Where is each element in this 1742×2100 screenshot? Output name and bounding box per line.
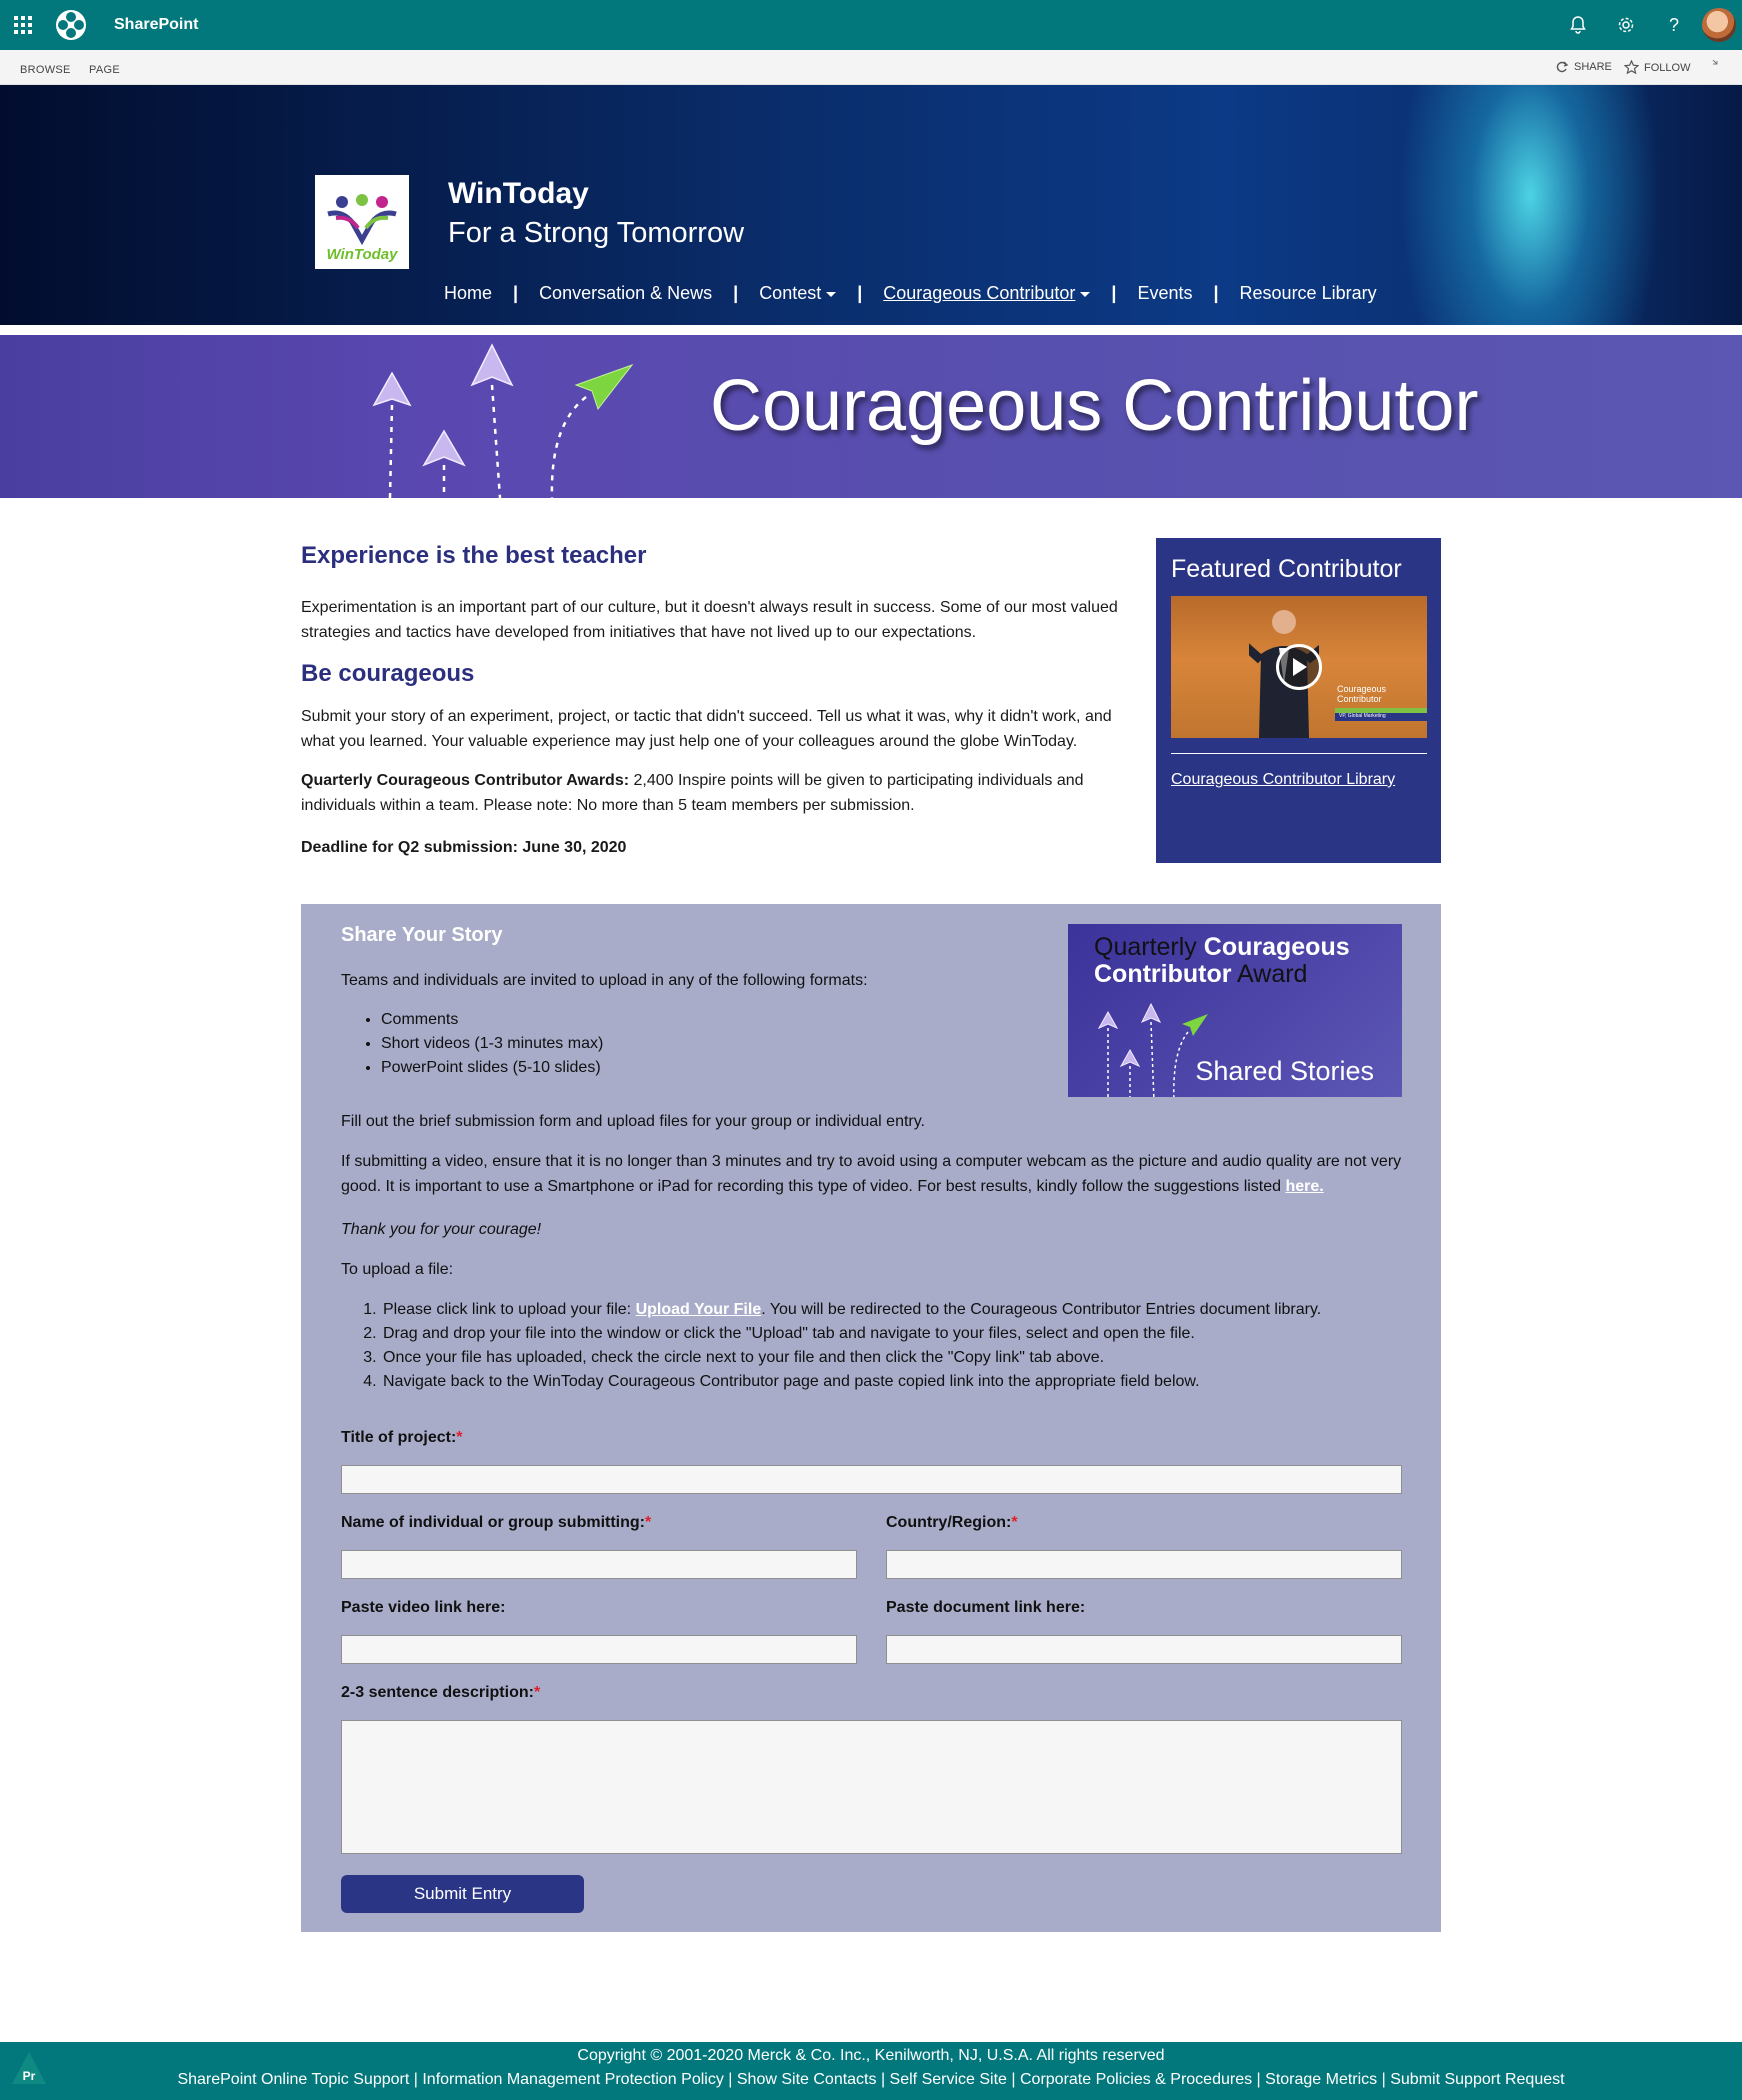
list-item	[381, 1298, 1321, 1322]
caret-down-icon	[1080, 292, 1090, 297]
country-region-label	[886, 1514, 1018, 1532]
required-mark: *	[1011, 1514, 1018, 1531]
award-title-courageous: Courageous	[1203, 933, 1350, 961]
footer-link[interactable]: Submit Support Request	[1390, 2071, 1565, 2088]
play-button[interactable]	[1276, 644, 1322, 690]
video-caption-line2: Contributor	[1337, 694, 1382, 704]
caret-down-icon	[826, 292, 836, 297]
thank-you-text: Thank you for your courage!	[341, 1221, 542, 1238]
list-item: • Comments	[381, 1008, 603, 1032]
nav-separator: |	[1213, 283, 1219, 303]
description-textarea[interactable]	[341, 1720, 1402, 1854]
site-footer	[0, 2042, 1742, 2100]
share-your-story-panel	[301, 904, 1441, 1932]
paper-planes-graphic	[340, 335, 680, 498]
site-title[interactable]: WinToday	[448, 177, 589, 210]
nav-item-contest-label: Contest	[759, 283, 822, 303]
follow-button[interactable]	[1624, 60, 1690, 75]
fill-out-text: Fill out the brief submission form and upload files for your group or individual entry.	[341, 1113, 925, 1130]
document-link-input[interactable]	[886, 1635, 1402, 1664]
site-subtitle: For a Strong Tomorrow	[448, 217, 745, 249]
submitter-name-label	[341, 1514, 651, 1532]
list-item: 4. Navigate back to the WinToday Courageous Contributor page and paste copied link into the appropriate field below.	[381, 1370, 1321, 1394]
pr-badge-text: Pr	[22, 2069, 36, 2083]
featured-video[interactable]	[1171, 596, 1427, 738]
award-title-contributor: Contributor	[1094, 960, 1232, 988]
upload-intro-text: To upload a file:	[341, 1261, 454, 1278]
courageous-contributor-library-link[interactable]: Courageous Contributor Library	[1171, 771, 1396, 788]
video-link-input[interactable]	[341, 1635, 857, 1664]
ribbon-tab-browse[interactable]: BROWSE	[20, 64, 71, 76]
awards-text: 2,400 Inspire points will be given to participating individuals and individuals within a team. Please note: No more than 5 team members per submission.	[301, 772, 1084, 814]
submitter-name-input[interactable]	[341, 1550, 857, 1579]
footer-link[interactable]: Information Management Protection Policy	[422, 2071, 724, 2088]
nav-item-courageous-contributor-label: Courageous Contributor	[883, 283, 1076, 303]
banner-title: Courageous Contributor	[710, 366, 1479, 446]
video-guidance-text	[341, 1149, 1406, 1199]
document-link-label: Paste document link here:	[886, 1599, 1086, 1616]
video-link-label: Paste video link here:	[341, 1599, 506, 1616]
nav-separator: |	[513, 283, 519, 303]
company-logo-icon[interactable]	[46, 0, 96, 50]
awards-paragraph	[301, 768, 1146, 818]
award-shared-stories: Shared Stories	[1195, 1056, 1374, 1086]
award-shared-stories-graphic	[1068, 924, 1402, 1097]
country-region-input[interactable]	[886, 1550, 1402, 1579]
required-mark: *	[533, 1684, 541, 1701]
site-header	[0, 85, 1742, 325]
share-label: SHARE	[1574, 61, 1612, 73]
ribbon	[0, 50, 1742, 85]
footer-link[interactable]: Storage Metrics	[1265, 2071, 1378, 2088]
title-of-project-label-text: Title of project:	[341, 1429, 457, 1446]
star-icon	[1624, 60, 1639, 75]
share-your-story-heading: Share Your Story	[341, 924, 503, 946]
nav-separator: |	[1111, 283, 1117, 303]
list-item: 3. Once your file has uploaded, check the circle next to your file and then click the "Copy link" tab above.	[381, 1346, 1321, 1370]
list-item: • PowerPoint slides (5-10 slides)	[381, 1056, 603, 1080]
title-of-project-input[interactable]	[341, 1465, 1402, 1494]
title-of-project-label	[341, 1429, 463, 1447]
nav-item-events[interactable]: Events	[1137, 283, 1193, 303]
avatar[interactable]	[1702, 8, 1736, 42]
bell-icon[interactable]	[1554, 0, 1602, 50]
nav-item-conversation-news[interactable]: Conversation & News	[539, 283, 713, 303]
help-icon[interactable]: ?	[1668, 14, 1679, 35]
intro-paragraph: Experimentation is an important part of our culture, but it doesn't always result in success. Some of our most valued strategies and tactics have developed from initiatives that have not lived up to our expectations.	[301, 599, 1118, 641]
site-logo[interactable]	[315, 175, 409, 269]
focus-content-icon[interactable]	[1712, 60, 1722, 70]
suite-bar	[0, 0, 1742, 50]
people-logo-icon	[322, 192, 402, 246]
deadline-text: Deadline for Q2 submission: June 30, 2020	[301, 839, 627, 856]
footer-link[interactable]: Show Site Contacts	[736, 2071, 877, 2088]
list-item: • Short videos (1-3 minutes max)	[381, 1032, 603, 1056]
nav-item-courageous-contributor[interactable]	[883, 283, 1090, 304]
footer-links: SharePoint Online Topic Support | Information Management Protection Policy | Show Site Contacts | Self Service Site | Corporate Policies & Procedures | Storage Metrics | Submit Support Request	[177, 2071, 1565, 2088]
submitter-name-label-text: Name of individual or group submitting:	[341, 1514, 645, 1531]
nav-separator: |	[857, 283, 863, 303]
gear-icon[interactable]	[1602, 0, 1650, 50]
divider	[1171, 753, 1427, 754]
video-caption-line1: Courageous	[1337, 684, 1387, 694]
featured-contributor-panel	[1156, 538, 1441, 863]
required-mark: *	[456, 1429, 463, 1446]
step1-text: Please click link to upload your file:	[383, 1301, 636, 1318]
page-banner	[0, 335, 1742, 498]
list-item: 2. Drag and drop your file into the window or click the "Upload" tab and navigate to your files, select and open the file.	[381, 1322, 1321, 1346]
required-mark: *	[645, 1514, 652, 1531]
country-region-label-text: Country/Region:	[886, 1514, 1012, 1531]
share-button[interactable]	[1555, 60, 1612, 74]
upload-steps-list	[381, 1298, 1321, 1394]
copyright-text: Copyright © 2001-2020 Merck & Co. Inc., Kenilworth, NJ, U.S.A. All rights reserved	[577, 2047, 1165, 2064]
footer-link[interactable]: Self Service Site	[889, 2071, 1007, 2088]
formats-intro: Teams and individuals are invited to upload in any of the following formats:	[341, 972, 868, 989]
description-label-text: 2-3 sentence description:	[341, 1684, 534, 1701]
video-guidance-body: If submitting a video, ensure that it is no longer than 3 minutes and try to avoid using a computer webcam as the picture and audio quality are not very good. It is important to use a Smartphone or iPad for recording this type of video. For best results, kindly follow the suggestions listed	[341, 1153, 1402, 1195]
description-label	[341, 1684, 540, 1702]
featured-title: Featured Contributor	[1171, 555, 1402, 583]
follow-label: FOLLOW	[1644, 61, 1691, 74]
share-icon	[1555, 60, 1569, 74]
top-navigation	[444, 283, 1377, 304]
award-title-quarterly: Quarterly	[1094, 933, 1204, 961]
step1-text-end: . You will be redirected to the Courageous Contributor Entries document library.	[761, 1301, 1322, 1318]
video-caption	[1337, 684, 1427, 704]
formats-list	[381, 1008, 603, 1080]
video-caption-title: VP, Global Marketing	[1335, 713, 1427, 721]
ribbon-tab-page[interactable]: PAGE	[89, 64, 120, 76]
upload-your-file-link[interactable]: Upload Your File	[635, 1301, 762, 1318]
heading-be-courageous: Be courageous	[301, 660, 475, 687]
nav-item-contest[interactable]	[759, 283, 836, 304]
submit-entry-button[interactable]: Submit Entry	[341, 1875, 584, 1913]
awards-label: Quarterly Courageous Contributor Awards:	[301, 772, 630, 789]
app-launcher-icon[interactable]	[0, 0, 46, 50]
heading-experience: Experience is the best teacher	[301, 542, 647, 569]
footer-link[interactable]: Corporate Policies & Procedures	[1019, 2071, 1253, 2088]
logo-wordmark: WinToday	[326, 246, 398, 263]
award-title	[1094, 934, 1350, 988]
nav-item-home[interactable]: Home	[444, 283, 493, 303]
suggestions-here-link[interactable]: here.	[1285, 1178, 1324, 1195]
nav-separator: |	[733, 283, 739, 303]
nav-item-resource-library[interactable]: Resource Library	[1239, 283, 1377, 303]
award-title-award: Award	[1231, 960, 1308, 988]
play-icon	[1290, 657, 1308, 677]
sharepoint-app-name[interactable]: SharePoint	[114, 16, 199, 33]
submit-story-paragraph: Submit your story of an experiment, project, or tactic that didn't succeed. Tell us what it was, why it didn't work, and what you learned. Your valuable experience may just help one of your colleagues around the globe WinToday.	[301, 708, 1112, 750]
footer-link[interactable]: SharePoint Online Topic Support	[177, 2071, 410, 2088]
